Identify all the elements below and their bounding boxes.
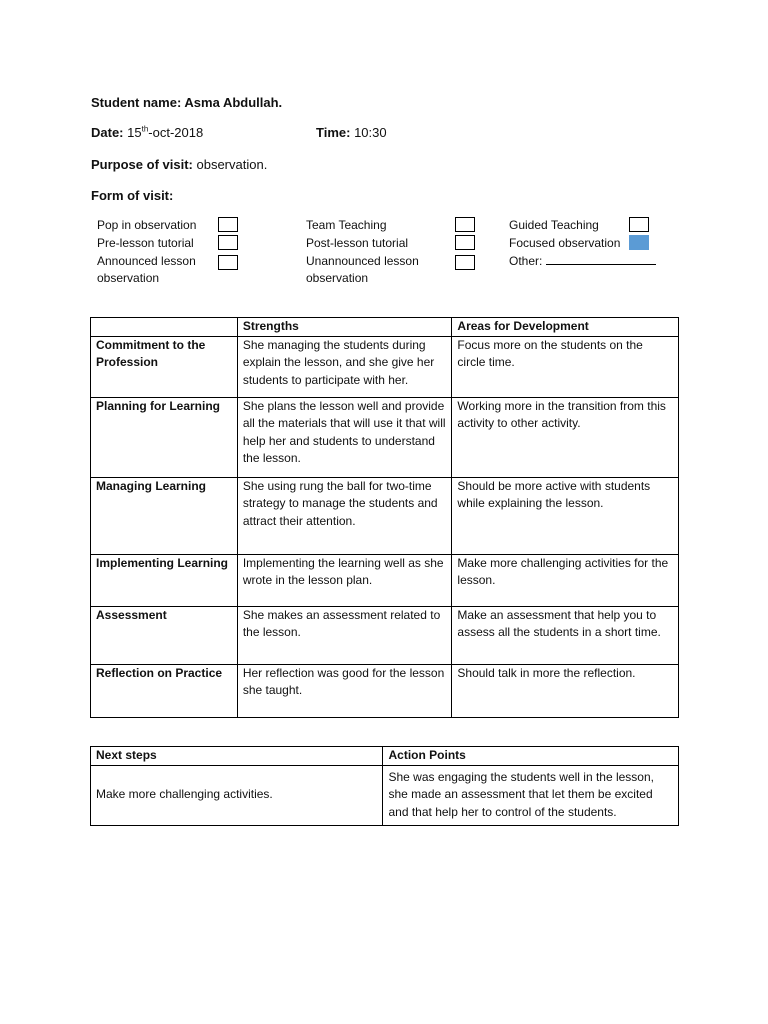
row-strengths: She using rung the ball for two-time strategy to manage the students and attract their attention.	[237, 477, 452, 554]
header-area	[91, 318, 238, 337]
header-next-steps: Next steps	[91, 747, 383, 766]
checkbox-post-lesson[interactable]	[455, 235, 475, 250]
option-guided-teaching: Guided Teaching	[509, 218, 599, 232]
row-development: Make an assessment that help you to assess all the students in a short time.	[452, 606, 679, 664]
other-blank-line[interactable]	[546, 253, 656, 265]
row-strengths: Implementing the learning well as she wrote in the lesson plan.	[237, 554, 452, 606]
table-row	[91, 606, 679, 664]
row-development: Make more challenging activities for the lesson.	[452, 554, 679, 606]
evaluation-table	[90, 317, 679, 718]
checkbox-pop-in[interactable]	[218, 217, 238, 232]
checkbox-pre-lesson[interactable]	[218, 235, 238, 250]
row-area: Commitment to the Profession	[91, 336, 238, 397]
visit-time: Time: 10:30	[316, 125, 387, 140]
option-team-teaching: Team Teaching	[306, 218, 387, 232]
row-development: Focus more on the students on the circle time.	[452, 336, 679, 397]
table-row	[91, 765, 679, 825]
row-strengths: She managing the students during explain the lesson, and she give her students to participate with her.	[237, 336, 452, 397]
option-other: Other:	[509, 253, 656, 270]
row-development: Should be more active with students while explaining the lesson.	[452, 477, 679, 554]
checkbox-guided-teaching[interactable]	[629, 217, 649, 232]
option-post-lesson: Post-lesson tutorial	[306, 236, 409, 250]
row-area: Managing Learning	[91, 477, 238, 554]
option-unannounced: Unannounced lesson observation	[306, 254, 419, 285]
purpose-of-visit: Purpose of visit: observation.	[91, 157, 268, 172]
option-pre-lesson: Pre-lesson tutorial	[97, 236, 194, 250]
action-point-text: She was engaging the students well in the lesson, she made an assessment that let them be excited and that help her to control of the students.	[383, 765, 679, 825]
table-header-row	[91, 747, 679, 766]
row-development: Should talk in more the reflection.	[452, 664, 679, 717]
row-development: Working more in the transition from this activity to other activity.	[452, 397, 679, 477]
checkbox-unannounced[interactable]	[455, 255, 475, 270]
visit-date: Date: 15th-oct-2018	[91, 124, 204, 140]
table-header-row	[91, 318, 679, 337]
table-row	[91, 397, 679, 477]
table-row	[91, 554, 679, 606]
header-action-points: Action Points	[383, 747, 679, 766]
checkbox-team-teaching[interactable]	[455, 217, 475, 232]
header-development: Areas for Development	[452, 318, 679, 337]
checkbox-announced[interactable]	[218, 255, 238, 270]
row-strengths: Her reflection was good for the lesson she taught.	[237, 664, 452, 717]
next-steps-table	[90, 746, 679, 826]
option-announced: Announced lesson observation	[97, 254, 196, 285]
table-row	[91, 336, 679, 397]
next-step-text: Make more challenging activities.	[91, 765, 383, 825]
row-area: Assessment	[91, 606, 238, 664]
table-row	[91, 477, 679, 554]
row-strengths: She makes an assessment related to the lesson.	[237, 606, 452, 664]
option-focused-observation: Focused observation	[509, 236, 621, 250]
table-row	[91, 664, 679, 717]
row-area: Reflection on Practice	[91, 664, 238, 717]
student-name: Student name: Asma Abdullah.	[91, 95, 283, 110]
row-area: Planning for Learning	[91, 397, 238, 477]
checkbox-focused-observation[interactable]	[629, 235, 649, 250]
row-strengths: She plans the lesson well and provide all the materials that will use it that will help her and students to understand the lesson.	[237, 397, 452, 477]
option-pop-in: Pop in observation	[97, 218, 197, 232]
row-area: Implementing Learning	[91, 554, 238, 606]
form-of-visit-label: Form of visit:	[91, 188, 174, 203]
header-strengths: Strengths	[237, 318, 452, 337]
